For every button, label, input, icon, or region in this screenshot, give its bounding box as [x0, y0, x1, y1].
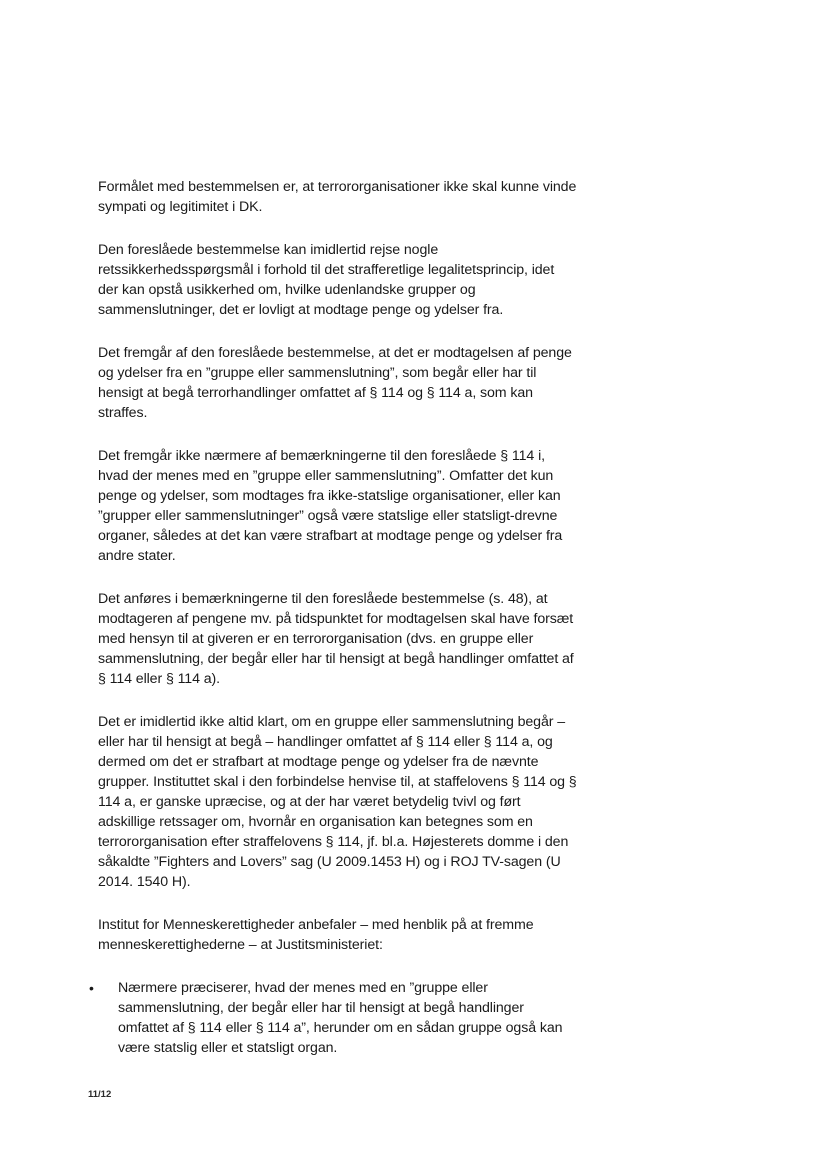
document-body [89, 177, 578, 1058]
page-number: 11/12 [88, 1089, 112, 1100]
list-item [89, 978, 578, 1058]
paragraph-case-law: Det er imidlertid ikke altid klart, om en gruppe eller sammenslutning begår – eller har til hensigt at begå – handlinger omfattet af § 114 eller § 114 a, og dermed om det er strafbart at modtage penge og ydelser fra de nævnte grupper. Instituttet skal i den forbindelse henvise til, at staffelovens § 114 og § 114 a, er ganske upræcise, og at der har været betydelig tvivl og ført adskillige retssager om, hvornår en organisation kan betegnes som en terrororganisation efter straffelovens § 114, jf. bl.a. Højesterets domme i den såkaldte ”Fighters and Lovers” sag (U 2009.1453 H) og i ROJ TV-sagen (U 2014. 1540 H). [98, 714, 577, 890]
paragraph-intent-requirement: Det anføres i bemærkningerne til den foreslåede bestemmelse (s. 48), at modtageren af pengene mv. på tidspunktet for modtagelsen skal have forsæt med hensyn til at giveren er en terrororganisation (dvs. en gruppe eller sammenslutning, der begår eller har til hensigt at begå handlinger omfattet af § 114 eller § 114 a). [98, 591, 574, 687]
paragraph-group-definition: Det fremgår af den foreslåede bestemmelse, at det er modtagelsen af penge og ydelser fra en ”gruppe eller sammenslutning”, som begår eller har til hensigt at begå terrorhandlinger omfattet af § 114 og § 114 a, som kan straffes. [98, 345, 572, 421]
paragraph-legal-certainty: Den foreslåede bestemmelse kan imidlertid rejse nogle retssikkerhedsspørgsmål i forhold til det strafferetlige legalitetsprincip, idet der kan opstå usikkerhed om, hvilke udenlandske grupper og sammenslutninger, det er lovligt at modtage penge og ydelser fra. [98, 242, 555, 318]
bullet-icon: • [89, 980, 94, 996]
paragraph-remarks-unclear: Det fremgår ikke nærmere af bemærkningerne til den foreslåede § 114 i, hvad der menes med en ”gruppe eller sammenslutning”. Omfatter det kun penge og ydelser, som modtages fra ikke-statslige organisationer, eller kan ”grupper eller sammenslutninger” også være statslige eller statsligt-drevne organer, således at det kan være strafbart at modtage penge og ydelser fra andre stater. [98, 448, 563, 564]
paragraph-purpose: Formålet med bestemmelsen er, at terrororganisationer ikke skal kunne vinde sympati og legitimitet i DK. [98, 179, 577, 215]
list-item-text: Nærmere præciserer, hvad der menes med en ”gruppe eller sammenslutning, der begår eller har til hensigt at begå handlinger omfattet af § 114 eller § 114 a”, herunder om en sådan gruppe også kan være statslig eller et statsligt organ. [118, 980, 563, 1056]
recommendation-list [89, 978, 578, 1058]
paragraph-recommendation-intro: Institut for Menneskerettigheder anbefaler – med henblik på at fremme menneskerettighederne – at Justitsministeriet: [98, 917, 534, 953]
